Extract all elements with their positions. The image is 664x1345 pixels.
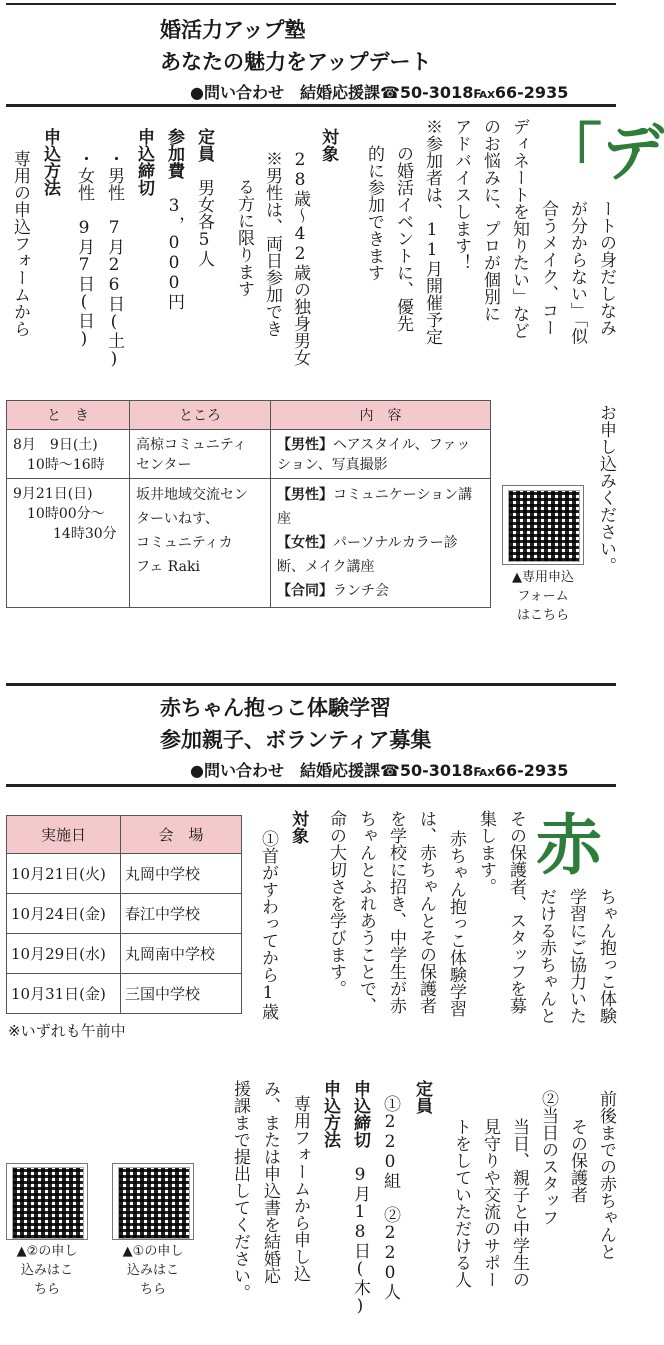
section2-target-label: 対象 xyxy=(288,810,308,844)
body-column: ※参加者は、11月開催予定 xyxy=(422,118,442,345)
table-header-where: ところ xyxy=(130,401,271,430)
body-column: の婚活イベントに、優先 xyxy=(393,145,413,332)
body-column: ディネートを知りたい」など xyxy=(509,118,529,339)
body-column: 命の大切さを学びます。 xyxy=(326,810,346,997)
section2-drop-char: 赤 xyxy=(536,807,602,884)
body-column: ートの身だしなみ xyxy=(596,200,616,336)
section1-deadline-female: ・女性 9月7日(日) xyxy=(74,150,94,349)
section1-target-label: 対象 xyxy=(318,128,338,162)
qr-code-icon xyxy=(508,490,580,562)
section2-qr1-caption: ▲①の申し 込みはこ ちら xyxy=(122,1244,184,1297)
table-cell-date: 10月29日(水) xyxy=(7,934,121,974)
table-cell-when: 8月 9日(土) 10時〜16時 xyxy=(7,430,130,479)
section1-drop-char: 「デ xyxy=(540,116,664,189)
section2-contact: ●問い合わせ 結婚応援課☎50-3018℻66-2935 xyxy=(190,761,569,780)
section2-qr2-caption: ▲②の申し 込みはこ ちら xyxy=(16,1244,78,1297)
section1-title-line1: 婚活力アップ塾 xyxy=(160,18,306,42)
table-row xyxy=(7,479,491,608)
qr-code-icon xyxy=(118,1167,190,1239)
body-column: 見守りや交流のサポー xyxy=(480,1118,500,1288)
table-cell-content: 【男性】ヘアスタイル、ファッション、写真撮影 xyxy=(271,430,491,479)
table-cell-date: 10月24日(金) xyxy=(7,894,121,934)
table-header-venue: 会 場 xyxy=(121,816,242,854)
section1-divider xyxy=(6,104,616,107)
table-cell-venue: 丸岡中学校 xyxy=(121,854,242,894)
table-cell-when: 9月21日(日) 10時00分〜 14時30分 xyxy=(7,479,130,608)
section2-note: ※いずれも午前中 xyxy=(8,1022,126,1040)
table-row xyxy=(7,894,242,934)
table-cell-content: 【男性】コミュニケーション講座 【女性】パーソナルカラー診断、メイク講座 【合同】ランチ会 xyxy=(271,479,491,608)
body-column: 前後までの赤ちゃんと xyxy=(596,1090,616,1260)
section2-title-line1: 赤ちゃん抱っこ体験学習 xyxy=(160,696,391,720)
section1-deadline-male: ・男性 7月26日(土) xyxy=(104,150,124,369)
section1-method-label: 申込方法 xyxy=(40,128,60,196)
table-row xyxy=(7,854,242,894)
section1-schedule-table xyxy=(6,400,491,608)
body-column: を学校に招き、中学生が赤 xyxy=(386,810,406,1014)
body-column: 学習にご協力いた xyxy=(566,888,586,1024)
table-cell-date: 10月31日(金) xyxy=(7,974,121,1014)
section2-title-line2: 参加親子、ボランティア募集 xyxy=(160,728,432,752)
section2-capacity: ①220組 ②220人 xyxy=(380,1095,400,1300)
body-column: その保護者 xyxy=(567,1118,587,1203)
section1-method-text: 専用の申込フォームから xyxy=(10,150,30,337)
table-cell-date: 10月21日(火) xyxy=(7,854,121,894)
body-column: は、赤ちゃんとその保護者 xyxy=(416,810,436,1014)
section1-target-note2: る方に限ります xyxy=(234,178,254,297)
table-cell-where: 坂井地域交流セン ターいねす、 コミュニティカ フェ Raki xyxy=(130,479,271,608)
section1-deadline-label: 申込締切 xyxy=(134,128,154,196)
section1-title xyxy=(160,14,432,78)
section1-target-note1: ※男性は、両日参加でき xyxy=(262,150,282,337)
body-column: 集します。 xyxy=(476,810,496,895)
body-column: トをしていただける人 xyxy=(451,1118,471,1288)
body-column: 当日、親子と中学生の xyxy=(509,1118,529,1288)
table-header-date: 実施日 xyxy=(7,816,121,854)
body-column: アドバイスします！ xyxy=(451,118,471,271)
body-column: 赤ちゃん抱っこ体験学習 xyxy=(446,830,466,1017)
section2-capacity-label: 定員 xyxy=(412,1080,432,1114)
qr-code-icon xyxy=(12,1167,84,1239)
table-row xyxy=(7,430,491,479)
section2-venue-table xyxy=(6,815,242,1014)
table-cell-venue: 春江中学校 xyxy=(121,894,242,934)
table-cell-where: 高椋コミュニティ センター xyxy=(130,430,271,479)
body-column: のお悩みに、プロが個別に xyxy=(480,118,500,322)
section1-contact: ●問い合わせ 結婚応援課☎50-3018℻66-2935 xyxy=(190,83,569,102)
section2-method-1: 専用フォームから申し込 xyxy=(290,1095,310,1282)
body-column: ちゃん抱っこ体験 xyxy=(596,888,616,1024)
section2-method-3: 援課まで提出してください。 xyxy=(230,1080,250,1301)
body-column: 合うメイク、コー xyxy=(538,200,558,336)
table-header-when: と き xyxy=(7,401,130,430)
body-column: ちゃんとふれあうことで、 xyxy=(356,810,376,1014)
body-column: が分からない」「似 xyxy=(567,200,587,345)
section1-target-text: 28歳〜42歳の独身男女 xyxy=(290,150,310,366)
section1-title-line2: あなたの魅力をアップデート xyxy=(160,50,432,74)
section1-qr-caption: ▲専用申込 フォーム はこちら xyxy=(512,570,574,623)
section1-capacity: 定員 男女各5人 xyxy=(194,128,214,267)
table-header-content: 内 容 xyxy=(271,401,491,430)
top-rule xyxy=(6,3,616,5)
table-row xyxy=(7,974,242,1014)
body-column: だける赤ちゃんと xyxy=(536,888,556,1024)
table-cell-venue: 三国中学校 xyxy=(121,974,242,1014)
section2-method-label: 申込方法 xyxy=(320,1080,340,1148)
section1-qr-code[interactable] xyxy=(502,485,584,565)
body-column: その保護者、スタッフを募 xyxy=(506,810,526,1014)
section2-qr1-code[interactable] xyxy=(112,1163,194,1240)
body-column: 的に参加できます xyxy=(364,145,384,281)
section2-top-rule xyxy=(6,683,616,686)
section2-method-2: み、または申込書を結婚応 xyxy=(260,1080,280,1284)
section2-qr2-code[interactable] xyxy=(6,1163,88,1240)
section2-title xyxy=(160,692,431,756)
section1-fee: 参加費 3，000円 xyxy=(164,128,184,310)
body-column: ②当日のスタッフ xyxy=(538,1090,558,1226)
table-row xyxy=(7,934,242,974)
table-cell-venue: 丸岡南中学校 xyxy=(121,934,242,974)
section2-target-1: ①首がすわってから1歳 xyxy=(258,830,278,1020)
section2-divider xyxy=(6,784,616,787)
section1-method-cont: お申し込みください。 xyxy=(596,404,616,574)
section2-deadline: 申込締切 9月18日(木) xyxy=(350,1080,370,1316)
